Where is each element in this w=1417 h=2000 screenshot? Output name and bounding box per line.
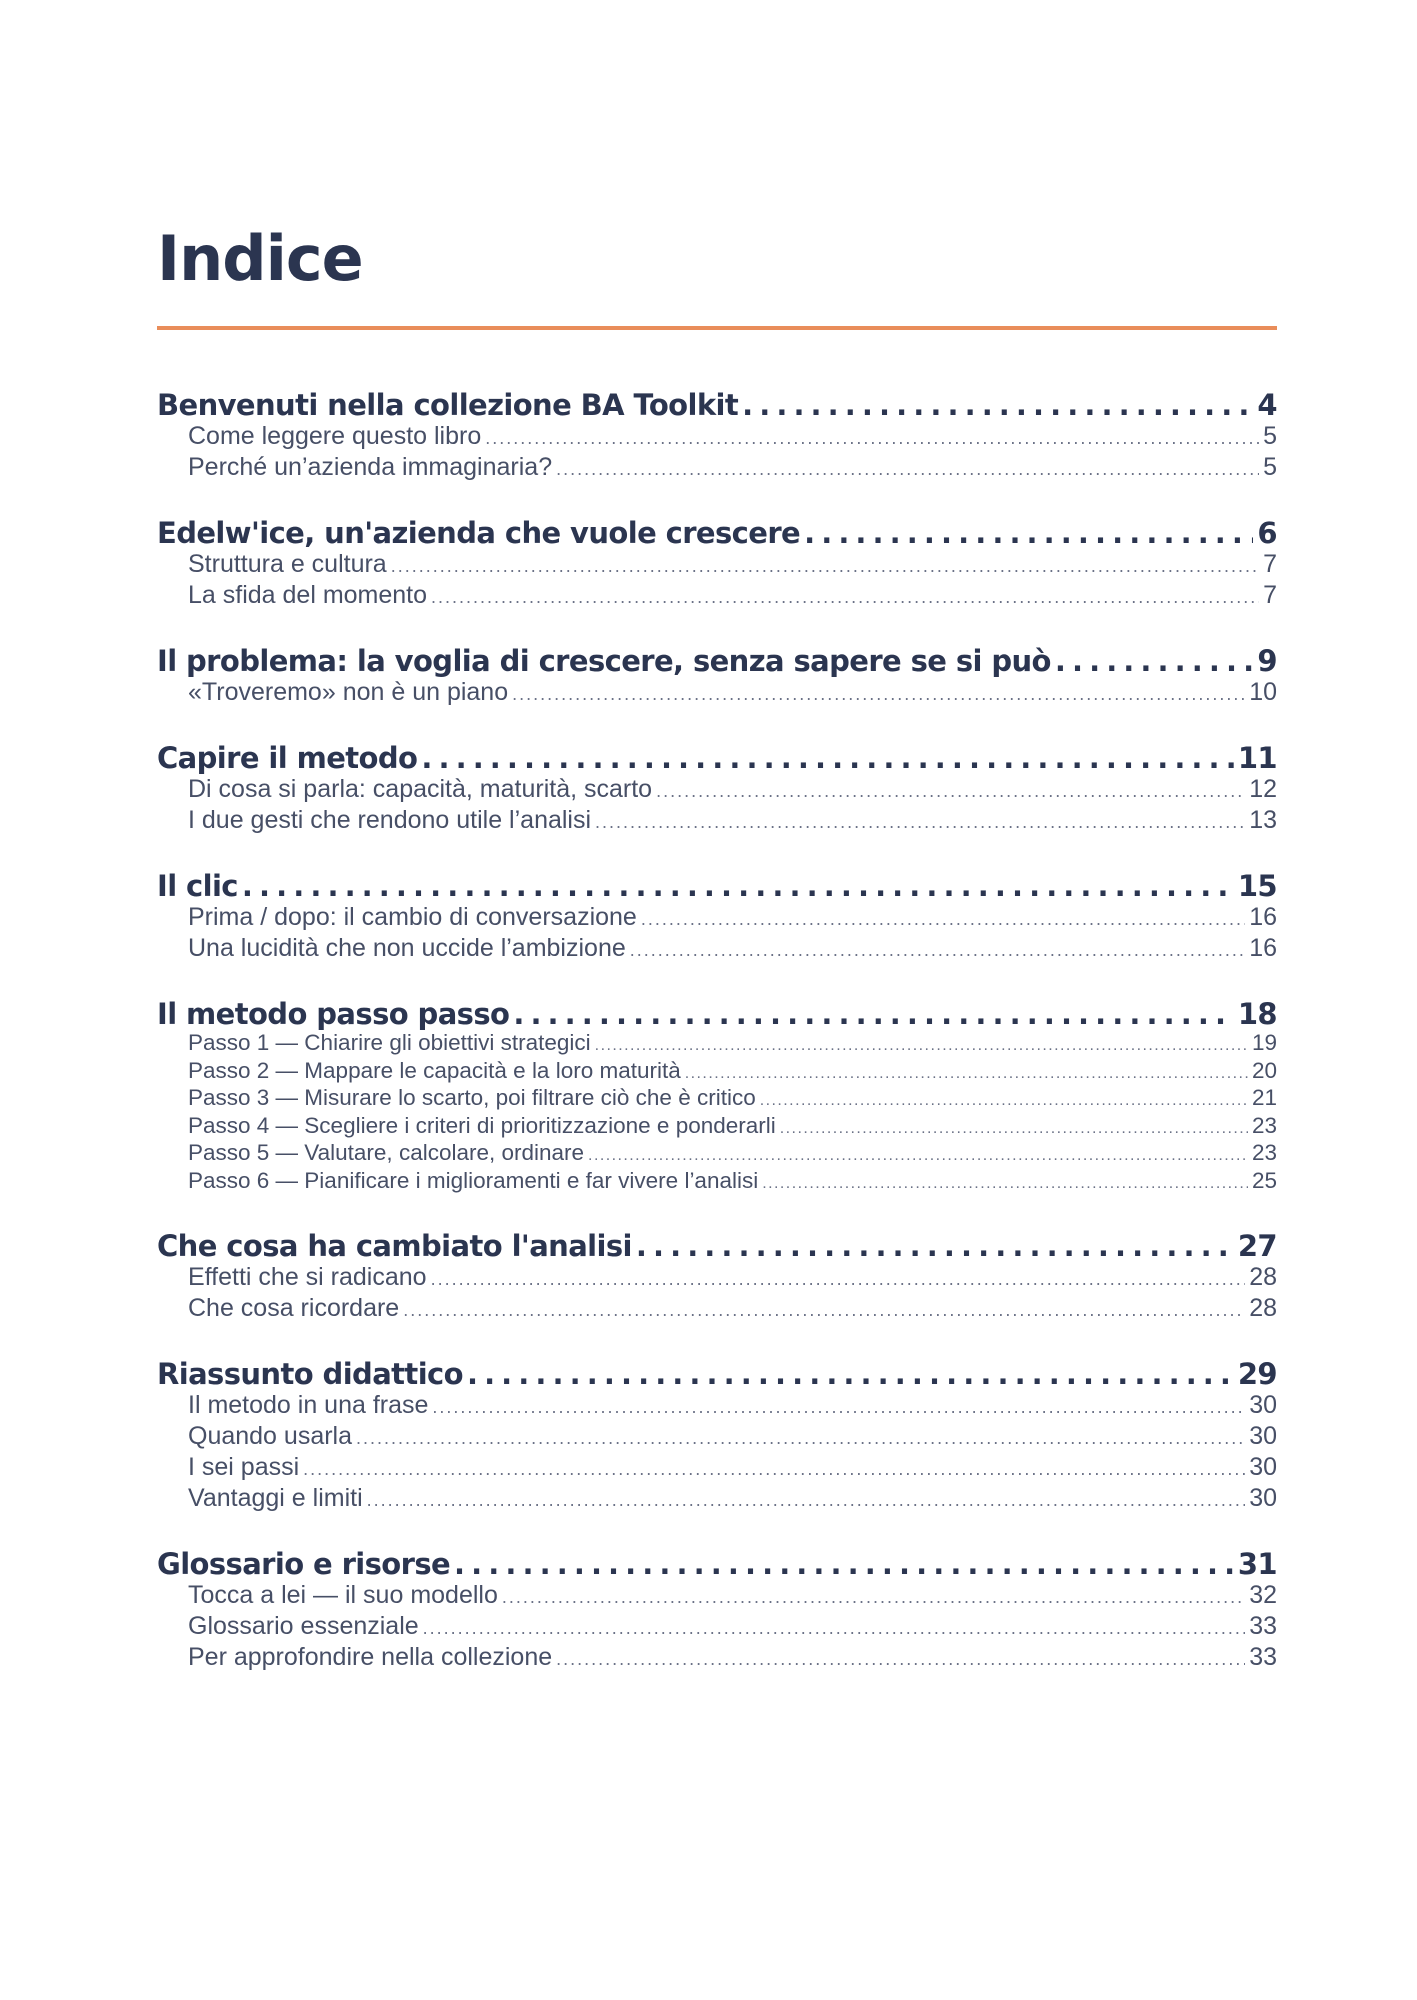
toc-chapter-entry[interactable] <box>157 516 1277 550</box>
toc-section-entry[interactable] <box>188 1294 1277 1325</box>
toc-chapter <box>157 741 1277 837</box>
toc-section-entry[interactable] <box>188 1086 1277 1114</box>
toc-page-number: 9 <box>1257 644 1277 678</box>
toc-page-number: 32 <box>1249 1580 1277 1609</box>
toc-page-number: 30 <box>1249 1452 1277 1481</box>
toc-chapter-entry[interactable] <box>157 741 1277 775</box>
dot-leader <box>513 997 1234 1031</box>
toc-section-title: Come leggere questo libro <box>188 422 482 450</box>
toc-chapter-entry[interactable] <box>157 869 1277 903</box>
toc-page-number: 5 <box>1263 422 1277 450</box>
dot-leader <box>421 741 1233 775</box>
toc-section-list <box>157 550 1277 612</box>
toc-page-number: 23 <box>1251 1141 1277 1166</box>
toc-page-number: 30 <box>1249 1390 1277 1419</box>
toc-page-number: 30 <box>1249 1421 1277 1450</box>
toc-section-list <box>157 422 1277 484</box>
toc-page-number: 33 <box>1249 1611 1277 1640</box>
toc-chapter <box>157 1547 1277 1674</box>
toc-chapter-title: Glossario e risorse <box>157 1546 451 1581</box>
dot-leader <box>804 516 1253 550</box>
toc-chapter-title: Benvenuti nella collezione BA Toolkit <box>157 388 739 422</box>
dot-leader <box>556 1645 1245 1674</box>
toc-chapter-entry[interactable] <box>157 644 1277 678</box>
toc-chapter <box>157 997 1277 1197</box>
toc-section-entry[interactable] <box>188 1263 1277 1294</box>
toc-section-title: Il metodo in una frase <box>188 1390 429 1419</box>
toc-section-entry[interactable] <box>188 1422 1277 1453</box>
toc-page-number: 28 <box>1249 1293 1277 1322</box>
toc-page-number: 7 <box>1263 581 1277 609</box>
toc-section-title: Di cosa si parla: capacità, maturità, scarto <box>188 775 653 803</box>
table-of-contents <box>157 388 1277 1674</box>
toc-chapter <box>157 388 1277 484</box>
dot-leader <box>467 1357 1234 1391</box>
toc-section-entry[interactable] <box>188 903 1277 934</box>
toc-section-title: Passo 4 — Scegliere i criteri di prioritizzazione e ponderarli <box>188 1113 776 1138</box>
dot-leader <box>303 1455 1245 1484</box>
toc-section-entry[interactable] <box>188 550 1277 581</box>
toc-section-entry[interactable] <box>188 1031 1277 1059</box>
dot-leader <box>454 1547 1234 1581</box>
toc-section-list <box>157 1031 1277 1197</box>
toc-page-number: 7 <box>1263 550 1277 578</box>
toc-section-list <box>157 1391 1277 1515</box>
toc-section-entry[interactable] <box>188 422 1277 453</box>
dot-leader <box>432 1393 1245 1422</box>
dot-leader <box>595 1034 1248 1059</box>
toc-section-title: Glossario essenziale <box>188 1611 419 1640</box>
dot-leader <box>685 1062 1248 1087</box>
toc-chapter-entry[interactable] <box>157 997 1277 1031</box>
toc-page-number: 18 <box>1237 997 1277 1031</box>
toc-section-title: Passo 1 — Chiarire gli obiettivi strategici <box>188 1031 591 1055</box>
toc-chapter-title: Il problema: la voglia di crescere, senza sapere se si può <box>157 644 1051 678</box>
toc-page-number: 6 <box>1257 516 1277 550</box>
toc-page-number: 27 <box>1237 1228 1277 1263</box>
toc-chapter-title: Capire il metodo <box>157 741 418 775</box>
toc-section-entry[interactable] <box>188 453 1277 484</box>
dot-leader <box>780 1117 1248 1142</box>
toc-section-entry[interactable] <box>188 806 1277 837</box>
toc-page-number: 20 <box>1251 1058 1277 1083</box>
toc-section-title: La sfida del momento <box>188 581 428 609</box>
toc-page-number: 10 <box>1249 678 1277 706</box>
toc-section-entry[interactable] <box>188 1169 1277 1197</box>
toc-page-number: 13 <box>1249 806 1277 834</box>
dot-leader <box>742 388 1253 422</box>
toc-page-number: 28 <box>1249 1262 1277 1291</box>
toc-section-entry[interactable] <box>188 1581 1277 1612</box>
toc-section-title: Quando usarla <box>188 1421 353 1450</box>
toc-section-list <box>157 775 1277 837</box>
dot-leader <box>556 455 1259 484</box>
toc-chapter <box>157 516 1277 612</box>
toc-page-number: 12 <box>1249 775 1277 803</box>
toc-section-entry[interactable] <box>188 1059 1277 1087</box>
toc-chapter-entry[interactable] <box>157 388 1277 422</box>
toc-page-number: 5 <box>1263 453 1277 481</box>
dot-leader <box>1055 644 1254 678</box>
toc-section-entry[interactable] <box>188 1643 1277 1674</box>
toc-page-number: 15 <box>1237 869 1277 903</box>
toc-chapter <box>157 1229 1277 1325</box>
toc-chapter-entry[interactable] <box>157 1229 1277 1263</box>
toc-section-entry[interactable] <box>188 775 1277 806</box>
page-title: Indice <box>157 221 363 295</box>
toc-chapter <box>157 644 1277 709</box>
dot-leader <box>760 1089 1248 1114</box>
toc-page-number: 33 <box>1249 1642 1277 1671</box>
toc-page-number: 23 <box>1251 1113 1277 1138</box>
toc-chapter-title: Edelw'ice, un'azienda che vuole crescere <box>157 516 801 550</box>
toc-page-number: 21 <box>1251 1086 1277 1111</box>
toc-section-entry[interactable] <box>188 1453 1277 1484</box>
dot-leader <box>656 777 1245 806</box>
toc-section-title: Una lucidità che non uccide l’ambizione <box>188 934 626 962</box>
toc-chapter <box>157 1357 1277 1515</box>
toc-section-entry[interactable] <box>188 678 1277 709</box>
dot-leader <box>512 680 1245 709</box>
toc-section-title: Passo 3 — Misurare lo scarto, poi filtrare ciò che è critico <box>188 1086 756 1111</box>
toc-section-title: «Troveremo» non è un piano <box>188 678 509 706</box>
dot-leader <box>431 1265 1246 1294</box>
toc-section-title: Passo 6 — Pianificare i miglioramenti e far vivere l’analisi <box>188 1168 759 1193</box>
dot-leader <box>431 583 1259 612</box>
toc-page-number: 29 <box>1237 1356 1277 1391</box>
toc-section-title: Tocca a lei — il suo modello <box>188 1580 498 1609</box>
toc-chapter-entry[interactable] <box>157 1357 1277 1391</box>
title-divider <box>157 326 1277 330</box>
toc-section-title: Prima / dopo: il cambio di conversazione <box>188 903 637 931</box>
toc-chapter-title: Riassunto didattico <box>157 1356 463 1391</box>
toc-section-entry[interactable] <box>188 934 1277 965</box>
toc-chapter-title: Il metodo passo passo <box>157 997 510 1031</box>
toc-section-title: I sei passi <box>188 1452 300 1481</box>
dot-leader <box>485 424 1259 453</box>
toc-chapter-entry[interactable] <box>157 1547 1277 1581</box>
dot-leader <box>762 1172 1248 1197</box>
dot-leader <box>367 1486 1246 1515</box>
dot-leader <box>391 552 1259 581</box>
dot-leader <box>356 1424 1245 1453</box>
toc-section-entry[interactable] <box>188 1612 1277 1643</box>
toc-page-number: 31 <box>1237 1546 1277 1581</box>
toc-page-number: 30 <box>1249 1483 1277 1512</box>
toc-page-number: 11 <box>1237 741 1277 775</box>
dot-leader <box>636 1229 1234 1263</box>
toc-section-entry[interactable] <box>188 581 1277 612</box>
toc-section-entry[interactable] <box>188 1391 1277 1422</box>
toc-section-list <box>157 1581 1277 1674</box>
dot-leader <box>630 936 1245 965</box>
toc-page-number: 16 <box>1249 934 1277 962</box>
toc-page-number: 25 <box>1251 1168 1277 1193</box>
dot-leader <box>502 1583 1245 1612</box>
toc-section-title: Effetti che si radicano <box>188 1262 427 1291</box>
toc-chapter <box>157 869 1277 965</box>
dot-leader <box>403 1296 1245 1325</box>
toc-section-entry[interactable] <box>188 1114 1277 1142</box>
toc-section-list <box>157 1263 1277 1325</box>
dot-leader <box>588 1144 1248 1169</box>
toc-section-title: I due gesti che rendono utile l’analisi <box>188 806 592 834</box>
toc-section-title: Passo 2 — Mappare le capacità e la loro maturità <box>188 1058 681 1083</box>
toc-chapter-title: Che cosa ha cambiato l'analisi <box>157 1228 632 1263</box>
toc-page-number: 16 <box>1249 903 1277 931</box>
toc-chapter-title: Il clic <box>157 869 238 903</box>
toc-page-number: 19 <box>1251 1031 1277 1055</box>
dot-leader <box>242 869 1234 903</box>
toc-section-title: Per approfondire nella collezione <box>188 1642 553 1671</box>
dot-leader <box>641 905 1245 934</box>
toc-section-title: Vantaggi e limiti <box>188 1483 363 1512</box>
dot-leader <box>423 1614 1246 1643</box>
toc-section-list <box>157 678 1277 709</box>
toc-section-title: Struttura e cultura <box>188 550 387 578</box>
dot-leader <box>595 808 1245 837</box>
toc-section-entry[interactable] <box>188 1141 1277 1169</box>
toc-section-title: Passo 5 — Valutare, calcolare, ordinare <box>188 1141 585 1166</box>
toc-section-title: Che cosa ricordare <box>188 1293 400 1322</box>
toc-section-entry[interactable] <box>188 1484 1277 1515</box>
toc-section-list <box>157 903 1277 965</box>
toc-section-title: Perché un’azienda immaginaria? <box>188 453 553 481</box>
toc-page-number: 4 <box>1257 388 1277 422</box>
